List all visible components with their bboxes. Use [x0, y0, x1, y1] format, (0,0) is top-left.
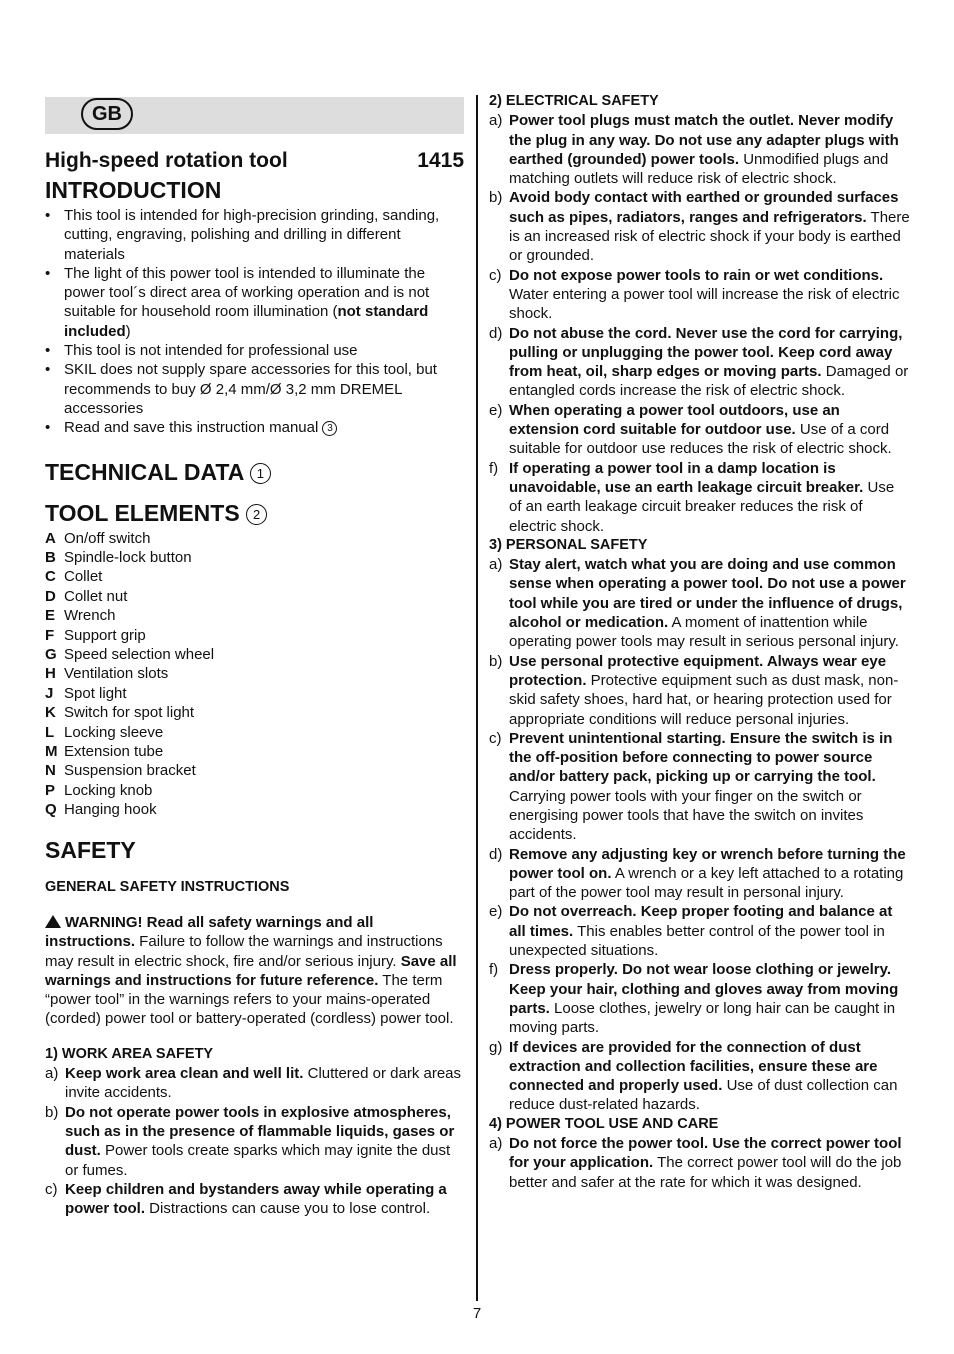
personal-heading: 3) PERSONAL SAFETY: [489, 536, 648, 553]
warning-paragraph: WARNING! Read all safety warnings and all instructions. Failure to follow the warnings and instructions may result in electric shock, fire and/or serious injury. Save all warnings and instructions for future reference. The term “power tool” in the warnings refers to your mains-operated (corded) power tool or battery-operated (cordless) power tool.: [45, 913, 457, 1028]
tool-element-item: G Speed selection wheel: [45, 646, 215, 663]
column-divider: [476, 95, 478, 1301]
tool-element-item: H Ventilation slots: [45, 665, 169, 683]
figure-ref: 2: [246, 504, 267, 525]
tool-element-item: C Collet: [45, 568, 103, 586]
safety-item: d) Do not abuse the cord. Never use the cord for carrying, pulling or unplugging the power tool. Keep cord away from heat, oil, sharp edges or moving parts. Damaged or entangled cords increase the risk of electric shock.: [489, 324, 909, 400]
safety-item: b) Use personal protective equipment. Always wear eye protection. Protective equipment such as dust mask, non-skid safety shoes, hard hat, or hearing protection used for appropriate conditions will reduce personal injuries.: [489, 652, 899, 728]
general-safety-heading: GENERAL SAFETY INSTRUCTIONS: [45, 878, 290, 895]
safety-item: d) Remove any adjusting key or wrench before turning the power tool on. A wrench or a key left attached to a rotating part of the power tool may result in personal injury.: [489, 845, 906, 902]
tool-element-item: Q Hanging hook: [45, 801, 157, 819]
technical-data-heading: TECHNICAL DATA 1: [45, 458, 464, 486]
product-title: High-speed rotation tool: [45, 149, 288, 172]
safety-heading: SAFETY: [45, 836, 136, 863]
safety-item: a) Do not force the power tool. Use the correct power tool for your application. The correct power tool will do the job better and safer at the rate for which it was designed.: [489, 1135, 902, 1191]
safety-item: g) If devices are provided for the connection of dust extraction and collection facilities, ensure these are connected and properly used. Use of dust collection can reduce dust-related hazards.: [489, 1038, 898, 1114]
use-care-heading: 4) POWER TOOL USE AND CARE: [489, 1115, 719, 1132]
safety-item: e) Do not overreach. Keep proper footing and balance at all times. This enables better control of the power tool in unexpected situations.: [489, 903, 893, 960]
right-column: [489, 92, 910, 1192]
work-area-items: [45, 1064, 464, 1218]
left-column: [45, 92, 464, 1218]
tool-elements-list: [45, 529, 464, 820]
use-care-items: [489, 1134, 910, 1192]
tool-element-item: B Spindle-lock button: [45, 548, 192, 566]
figure-ref: 3: [322, 421, 337, 436]
safety-item: e) When operating a power tool outdoors, use an extension cord suitable for outdoor use. Use of a cord suitable for outdoor use reduces the risk of electric shock.: [489, 401, 892, 458]
warning-icon: [45, 915, 61, 928]
personal-items: [489, 555, 910, 1115]
safety-item: c) Do not expose power tools to rain or wet conditions. Water entering a power tool will increase the risk of electric shock.: [489, 266, 900, 323]
tool-element-item: A On/off switch: [45, 529, 151, 547]
intro-bullet: • Read and save this instruction manual 3: [45, 418, 464, 437]
intro-bullet: • This tool is intended for high-precision grinding, sanding, cutting, engraving, polishing and drilling in different materials: [45, 206, 464, 264]
electrical-items: [489, 111, 910, 536]
safety-item: c) Keep children and bystanders away while operating a power tool. Distractions can cause you to lose control.: [45, 1180, 447, 1218]
intro-bullet: • SKIL does not supply spare accessories for this tool, but recommends to buy Ø 2,4 mm/Ø 3,2 mm DREMEL accessories: [45, 360, 464, 418]
introduction-heading: INTRODUCTION: [45, 177, 222, 203]
model-number: 1415: [417, 149, 464, 172]
safety-item: a) Stay alert, watch what you are doing and use common sense when operating a power tool. Do not use a power tool while you are tired or under the influence of drugs, alcohol or medication. A moment of inattention while operating power tools may result in serious personal injury.: [489, 556, 906, 651]
safety-item: c) Prevent unintentional starting. Ensure the switch is in the off-position before connecting to power source and/or battery pack, picking up or carrying the tool. Carrying power tools with your finger on the switch or energising power tools that have the switch on invites accidents.: [489, 729, 893, 844]
tool-element-item: D Collet nut: [45, 587, 128, 605]
tool-element-item: F Support grip: [45, 626, 146, 644]
product-heading: [45, 146, 464, 176]
tool-element-item: P Locking knob: [45, 781, 153, 799]
tool-element-item: J Spot light: [45, 684, 127, 702]
tool-element-item: M Extension tube: [45, 743, 164, 761]
figure-ref: 1: [250, 463, 271, 484]
intro-bullet: • This tool is not intended for professional use: [45, 341, 464, 360]
safety-item: f) If operating a power tool in a damp location is unavoidable, use an earth leakage circuit breaker. Use of an earth leakage circuit breaker reduces the risk of electric shock.: [489, 459, 895, 535]
electrical-heading: 2) ELECTRICAL SAFETY: [489, 93, 659, 109]
introduction-list: [45, 206, 464, 438]
language-bar: [45, 97, 464, 134]
tool-element-item: L Locking sleeve: [45, 723, 164, 741]
work-area-heading: 1) WORK AREA SAFETY: [45, 1045, 214, 1062]
tool-elements-heading: TOOL ELEMENTS 2: [45, 499, 464, 527]
tool-element-item: N Suspension bracket: [45, 762, 196, 780]
safety-item: a) Power tool plugs must match the outlet. Never modify the plug in any way. Do not use any adapter plugs with earthed (grounded) power tools. Unmodified plugs and matching outlets will reduce risk of electric shock.: [489, 112, 899, 188]
safety-item: b) Do not operate power tools in explosive atmospheres, such as in the presence of flammable liquids, gases or dust. Power tools create sparks which may ignite the dust or fumes.: [45, 1103, 455, 1179]
safety-item: b) Avoid body contact with earthed or grounded surfaces such as pipes, radiators, ranges and refrigerators. There is an increased risk of electric shock if your body is earthed or grounded.: [489, 189, 910, 265]
safety-item: a) Keep work area clean and well lit. Cluttered or dark areas invite accidents.: [45, 1065, 462, 1102]
page-number: 7: [472, 1305, 482, 1322]
tool-element-item: E Wrench: [45, 607, 116, 625]
tool-element-item: K Switch for spot light: [45, 704, 195, 722]
language-badge: GB: [81, 98, 133, 130]
intro-bullet: • The light of this power tool is intended to illuminate the power tool´s direct area of working operation and is not suitable for household room illumination (not standard included): [45, 264, 464, 341]
safety-item: f) Dress properly. Do not wear loose clothing or jewelry. Keep your hair, clothing and gloves away from moving parts. Loose clothes, jewelry or long hair can be caught in moving parts.: [489, 961, 899, 1037]
